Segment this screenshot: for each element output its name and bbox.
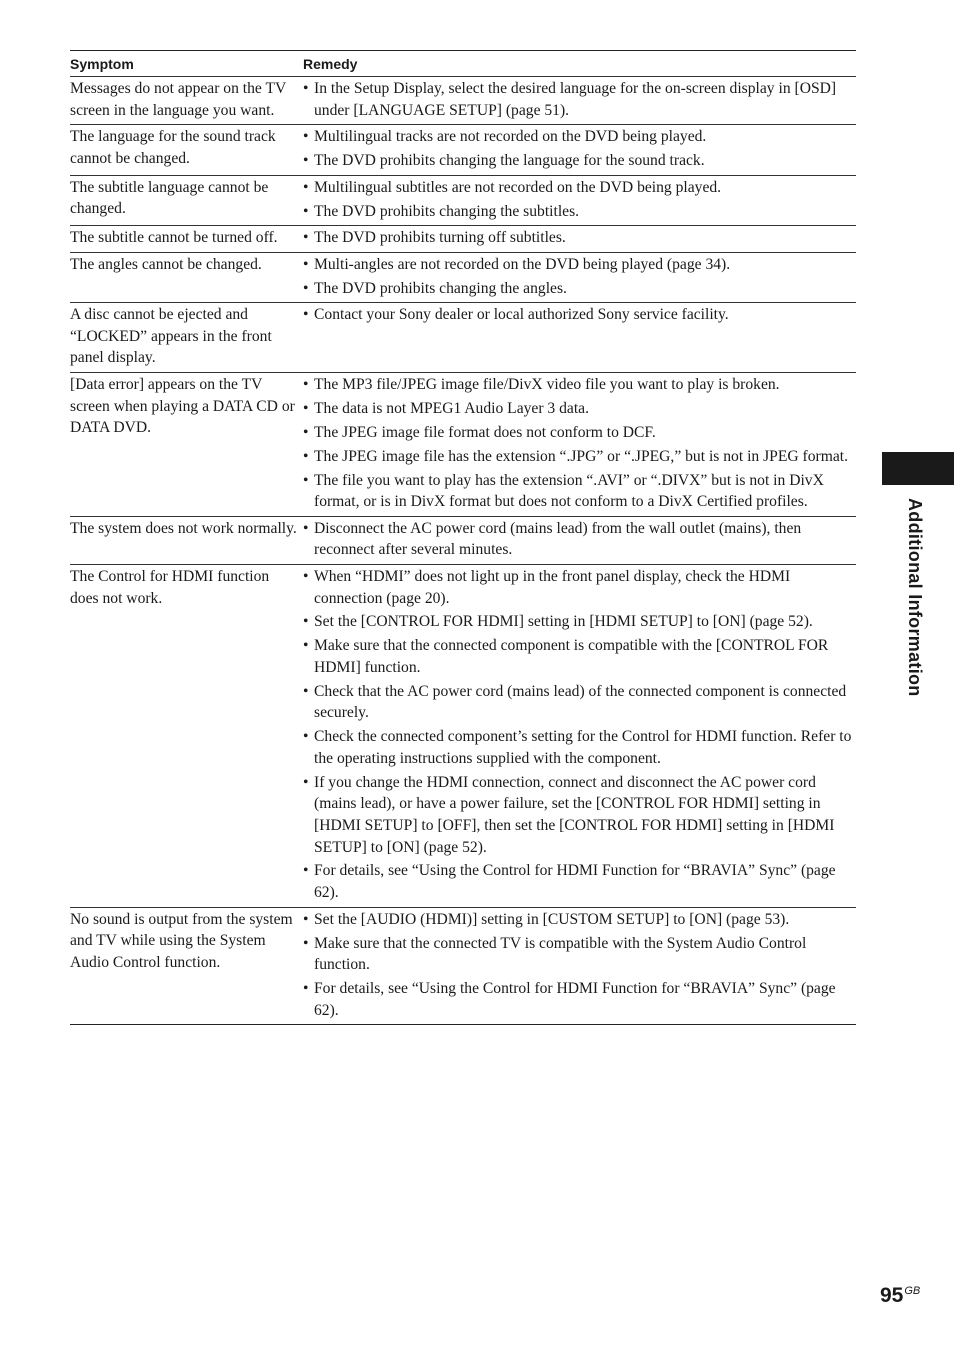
remedy-cell bbox=[303, 373, 856, 517]
remedy-item: • Set the [CONTROL FOR HDMI] setting in [HDMI SETUP] to [ON] (page 52). bbox=[303, 611, 856, 633]
remedy-item: • Make sure that the connected TV is compatible with the System Audio Control function. bbox=[303, 933, 856, 976]
table-row bbox=[70, 175, 856, 225]
symptom-cell: A disc cannot be ejected and “LOCKED” appears in the front panel display. bbox=[70, 303, 303, 373]
remedy-list bbox=[303, 78, 856, 121]
remedy-cell bbox=[303, 125, 856, 175]
page-number-suffix: GB bbox=[904, 1285, 921, 1297]
troubleshooting-table bbox=[70, 51, 856, 1024]
remedy-item: • The DVD prohibits changing the subtitles. bbox=[303, 201, 856, 223]
symptom-cell: The subtitle cannot be turned off. bbox=[70, 226, 303, 253]
remedy-item: • The DVD prohibits turning off subtitles. bbox=[303, 227, 856, 249]
remedy-list bbox=[303, 304, 856, 326]
remedy-item: • For details, see “Using the Control for HDMI Function for “BRAVIA” Sync” (page 62). bbox=[303, 860, 856, 903]
remedy-list bbox=[303, 126, 856, 171]
table-header-row bbox=[70, 51, 856, 77]
remedy-item: • If you change the HDMI connection, connect and disconnect the AC power cord (mains lead), or have a power failure, set the [CONTROL FOR HDMI] setting in [HDMI SETUP] to [OFF], then set the [CONTROL FOR HDMI] setting in [HDMI SETUP] to [ON] (page 52). bbox=[303, 772, 856, 858]
remedy-item: • Multilingual subtitles are not recorded on the DVD being played. bbox=[303, 177, 856, 199]
remedy-item: • The JPEG image file format does not conform to DCF. bbox=[303, 422, 856, 444]
remedy-item: • Multilingual tracks are not recorded on the DVD being played. bbox=[303, 126, 856, 148]
remedy-cell bbox=[303, 252, 856, 302]
remedy-item: • Contact your Sony dealer or local authorized Sony service facility. bbox=[303, 304, 856, 326]
troubleshooting-table-wrap bbox=[70, 50, 856, 1025]
symptom-cell: Messages do not appear on the TV screen in the language you want. bbox=[70, 77, 303, 125]
remedy-item: • The file you want to play has the extension “.AVI” or “.DIVX” but is not in DivX format, or is in DivX format but does not conform to a DivX Certified profiles. bbox=[303, 470, 856, 513]
remedy-item: • The data is not MPEG1 Audio Layer 3 data. bbox=[303, 398, 856, 420]
header-symptom: Symptom bbox=[70, 56, 134, 72]
symptom-cell: The language for the sound track cannot be changed. bbox=[70, 125, 303, 175]
table-row bbox=[70, 252, 856, 302]
remedy-cell bbox=[303, 77, 856, 125]
remedy-item: • In the Setup Display, select the desired language for the on-screen display in [OSD] under [LANGUAGE SETUP] (page 51). bbox=[303, 78, 856, 121]
page-number-value: 95 bbox=[880, 1284, 904, 1307]
remedy-item: • Disconnect the AC power cord (mains lead) from the wall outlet (mains), then reconnect after several minutes. bbox=[303, 518, 856, 561]
remedy-item: • Check that the AC power cord (mains lead) of the connected component is connected securely. bbox=[303, 681, 856, 724]
symptom-cell: The subtitle language cannot be changed. bbox=[70, 175, 303, 225]
symptom-cell: No sound is output from the system and TV while using the System Audio Control function. bbox=[70, 907, 303, 1024]
remedy-list bbox=[303, 254, 856, 299]
table-row bbox=[70, 226, 856, 253]
table-row bbox=[70, 564, 856, 907]
table-body bbox=[70, 77, 856, 1025]
remedy-item: • Make sure that the connected component is compatible with the [CONTROL FOR HDMI] function. bbox=[303, 635, 856, 678]
section-tab-label: Additional Information bbox=[905, 498, 925, 697]
header-remedy: Remedy bbox=[303, 56, 358, 72]
remedy-item: • Multi-angles are not recorded on the DVD being played (page 34). bbox=[303, 254, 856, 276]
remedy-cell bbox=[303, 226, 856, 253]
symptom-cell: [Data error] appears on the TV screen when playing a DATA CD or DATA DVD. bbox=[70, 373, 303, 517]
symptom-cell: The system does not work normally. bbox=[70, 516, 303, 564]
remedy-list bbox=[303, 518, 856, 561]
remedy-list bbox=[303, 909, 856, 1022]
remedy-list bbox=[303, 566, 856, 904]
remedy-item: • The DVD prohibits changing the angles. bbox=[303, 278, 856, 300]
table-row bbox=[70, 125, 856, 175]
remedy-item: • The DVD prohibits changing the language for the sound track. bbox=[303, 150, 856, 172]
remedy-cell bbox=[303, 516, 856, 564]
remedy-list bbox=[303, 227, 856, 249]
remedy-cell bbox=[303, 175, 856, 225]
page-number bbox=[880, 1284, 920, 1308]
remedy-item: • The MP3 file/JPEG image file/DivX video file you want to play is broken. bbox=[303, 374, 856, 396]
remedy-item: • Check the connected component’s setting for the Control for HDMI function. Refer to the operating instructions supplied with the component. bbox=[303, 726, 856, 769]
table-row bbox=[70, 516, 856, 564]
remedy-item: • For details, see “Using the Control for HDMI Function for “BRAVIA” Sync” (page 62). bbox=[303, 978, 856, 1021]
symptom-cell: The Control for HDMI function does not work. bbox=[70, 564, 303, 907]
remedy-cell bbox=[303, 564, 856, 907]
remedy-list bbox=[303, 374, 856, 513]
remedy-item: • Set the [AUDIO (HDMI)] setting in [CUSTOM SETUP] to [ON] (page 53). bbox=[303, 909, 856, 931]
remedy-item: • The JPEG image file has the extension “.JPG” or “.JPEG,” but is not in JPEG format. bbox=[303, 446, 856, 468]
table-row bbox=[70, 907, 856, 1024]
remedy-item: • When “HDMI” does not light up in the front panel display, check the HDMI connection (page 20). bbox=[303, 566, 856, 609]
symptom-cell: The angles cannot be changed. bbox=[70, 252, 303, 302]
table-row bbox=[70, 77, 856, 125]
remedy-cell bbox=[303, 303, 856, 373]
remedy-list bbox=[303, 177, 856, 222]
remedy-cell bbox=[303, 907, 856, 1024]
section-tab-marker bbox=[882, 452, 954, 485]
table-row bbox=[70, 303, 856, 373]
table-row bbox=[70, 373, 856, 517]
